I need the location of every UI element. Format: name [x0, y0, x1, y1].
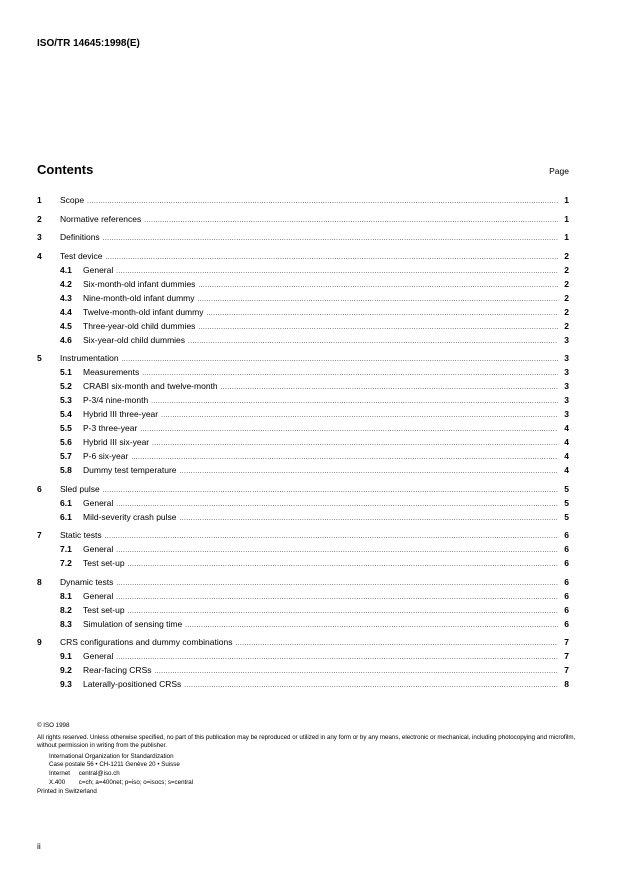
toc-title: Test set-up [83, 558, 125, 568]
toc-number: 8.2 [60, 604, 72, 615]
toc-entry [37, 528, 569, 542]
toc-subentry [37, 379, 569, 393]
toc-title: CRABI six-month and twelve-month [83, 381, 218, 391]
dot-leader [198, 281, 558, 291]
dot-leader [221, 383, 558, 393]
toc-number: 7.2 [60, 558, 72, 568]
toc-title: Nine-month-old infant dummy [83, 292, 195, 303]
x400-label: X.400 [49, 778, 66, 786]
printed-in: Printed in Switzerland [37, 788, 97, 796]
toc-page: 2 [564, 320, 569, 331]
toc-entry [37, 635, 569, 649]
dot-leader [180, 467, 558, 477]
dot-leader [128, 560, 558, 570]
toc-subentry [37, 677, 569, 691]
toc-title: Rear-facing CRSs [83, 665, 152, 675]
dot-leader [106, 253, 558, 263]
toc-section [37, 528, 569, 570]
toc-subentry [37, 449, 569, 463]
toc-number: 1 [37, 195, 42, 205]
dot-leader [180, 514, 558, 524]
toc-subentry [37, 407, 569, 421]
toc-page: 6 [564, 544, 569, 554]
toc-subentry [37, 421, 569, 435]
internet-value: central@iso.ch [78, 769, 120, 777]
dot-leader [116, 500, 558, 510]
toc-title: Definitions [60, 232, 100, 242]
toc-page: 7 [564, 651, 569, 661]
toc-title: Instrumentation [60, 353, 119, 363]
toc-number: 5.1 [60, 367, 72, 377]
toc-section [37, 193, 569, 207]
toc-entry [37, 351, 569, 365]
x400-line [37, 779, 577, 788]
toc-page: 1 [564, 213, 569, 224]
x400-value: c=ch; a=400net; p=iso; o=isocs; s=central [78, 778, 194, 786]
document-id: ISO/TR 14645:1998(E) [37, 38, 140, 49]
postal-address: Case postale 56 • CH-1211 Genève 20 • Suisse [49, 761, 180, 769]
dot-leader [103, 486, 558, 496]
toc-entry [37, 249, 569, 263]
toc-title: Six-year-old child dummies [83, 334, 186, 345]
toc-subentry [37, 277, 569, 291]
toc-title: Hybrid III six-year [83, 437, 150, 447]
toc-page: 6 [564, 590, 569, 601]
toc-number: 6.1 [60, 511, 72, 522]
toc-subentry [37, 263, 569, 277]
toc-title: General [83, 544, 114, 554]
toc-page: 3 [564, 395, 569, 405]
toc-title: Mild-severity crash pulse [83, 511, 177, 522]
toc-entry [37, 212, 569, 226]
toc-page: 8 [564, 679, 569, 689]
toc-subentry [37, 510, 569, 524]
toc-number: 6 [37, 483, 42, 494]
toc-title: Test device [60, 250, 103, 261]
toc-number: 8.1 [60, 590, 72, 601]
dot-leader [122, 355, 558, 365]
toc-page: 6 [564, 618, 569, 629]
toc-title: Dynamic tests [60, 576, 114, 587]
dot-leader [155, 667, 559, 677]
toc-subentry [37, 617, 569, 631]
toc-number: 7 [37, 530, 42, 540]
toc-number: 5.6 [60, 437, 72, 447]
toc-page: 2 [564, 306, 569, 317]
rights-statement: All rights reserved. Unless otherwise specified, no part of this publication may be reproduced or utilized in any form or by any means, electronic or mechanical, including photocopying and microfilm, without permission in writing from the publisher. [37, 733, 576, 750]
dot-leader [116, 546, 558, 556]
toc-number: 5.2 [60, 381, 72, 391]
page-number: ii [37, 841, 41, 851]
toc-page: 5 [564, 511, 569, 522]
toc-title: General [83, 497, 114, 508]
toc-page: 7 [564, 665, 569, 675]
toc-entry [37, 193, 569, 207]
toc-title: Static tests [60, 530, 102, 540]
toc-number: 8.3 [60, 618, 72, 629]
dot-leader [142, 369, 558, 379]
toc-title: Laterally-positioned CRSs [83, 679, 182, 689]
toc-subentry [37, 291, 569, 305]
toc-number: 4.1 [60, 264, 72, 275]
toc-number: 9.3 [60, 679, 72, 689]
dot-leader [206, 309, 558, 319]
toc-title: P-3/4 nine-month [83, 395, 149, 405]
dot-leader [103, 234, 558, 244]
page-column-label: Page [549, 166, 569, 176]
toc-subentry [37, 649, 569, 663]
toc-subentry [37, 663, 569, 677]
dot-leader [116, 593, 558, 603]
toc-section [37, 575, 569, 631]
toc-page: 1 [564, 232, 569, 242]
toc-page: 6 [564, 604, 569, 615]
toc-number: 5 [37, 353, 42, 363]
toc-page: 2 [564, 278, 569, 289]
toc-page: 2 [564, 250, 569, 261]
toc-title: P-6 six-year [83, 451, 129, 461]
toc-page: 3 [564, 409, 569, 419]
toc-page: 5 [564, 497, 569, 508]
dot-leader [128, 607, 558, 617]
toc-subentry [37, 556, 569, 570]
toc-page: 6 [564, 558, 569, 568]
toc-title: CRS configurations and dummy combinations [60, 637, 233, 647]
toc-number: 2 [37, 213, 42, 224]
toc-subentry [37, 319, 569, 333]
toc-number: 9.1 [60, 651, 72, 661]
dot-leader [188, 337, 558, 347]
toc-page: 4 [564, 451, 569, 461]
toc-title: Six-month-old infant dummies [83, 278, 196, 289]
toc-title: P-3 three-year [83, 423, 138, 433]
toc-subentry [37, 589, 569, 603]
toc-section [37, 230, 569, 244]
toc-number: 7.1 [60, 544, 72, 554]
toc-subentry [37, 435, 569, 449]
toc-number: 5.8 [60, 465, 72, 475]
table-of-contents [37, 193, 569, 696]
toc-subentry [37, 603, 569, 617]
toc-page: 4 [564, 423, 569, 433]
dot-leader [140, 425, 558, 435]
toc-number: 3 [37, 232, 42, 242]
toc-number: 9 [37, 637, 42, 647]
toc-title: General [83, 590, 114, 601]
toc-number: 5.4 [60, 409, 72, 419]
toc-entry [37, 575, 569, 589]
toc-title: Measurements [83, 367, 140, 377]
toc-subentry [37, 393, 569, 407]
toc-page: 5 [564, 483, 569, 494]
dot-leader [151, 397, 558, 407]
toc-section [37, 635, 569, 691]
dot-leader [185, 621, 558, 631]
toc-page: 6 [564, 576, 569, 587]
dot-leader [116, 653, 558, 663]
dot-leader [161, 411, 558, 421]
toc-number: 6.1 [60, 497, 72, 508]
dot-leader [116, 267, 558, 277]
toc-number: 4 [37, 250, 42, 261]
toc-title: General [83, 651, 114, 661]
toc-page: 3 [564, 353, 569, 363]
toc-section [37, 351, 569, 477]
copyright-line: © ISO 1998 [37, 722, 70, 729]
toc-title: Normative references [60, 213, 142, 224]
toc-entry [37, 482, 569, 496]
toc-page: 4 [564, 465, 569, 475]
dot-leader [152, 439, 558, 449]
dot-leader [116, 579, 558, 589]
toc-number: 9.2 [60, 665, 72, 675]
toc-number: 4.4 [60, 306, 72, 317]
toc-title: Dummy test temperature [83, 465, 177, 475]
toc-title: Three-year-old child dummies [83, 320, 196, 331]
toc-number: 5.5 [60, 423, 72, 433]
toc-entry [37, 230, 569, 244]
toc-page: 3 [564, 334, 569, 345]
toc-section [37, 212, 569, 226]
toc-subentry [37, 463, 569, 477]
toc-subentry [37, 365, 569, 379]
toc-title: Hybrid III three-year [83, 409, 159, 419]
toc-number: 4.2 [60, 278, 72, 289]
toc-title: Sled pulse [60, 483, 100, 494]
toc-title: Test set-up [83, 604, 125, 615]
toc-page: 7 [564, 637, 569, 647]
dot-leader [105, 532, 558, 542]
toc-subentry [37, 542, 569, 556]
toc-number: 8 [37, 576, 42, 587]
toc-number: 4.5 [60, 320, 72, 331]
toc-number: 5.7 [60, 451, 72, 461]
toc-number: 5.3 [60, 395, 72, 405]
toc-page: 4 [564, 437, 569, 447]
dot-leader [144, 216, 558, 226]
dot-leader [87, 197, 558, 207]
toc-number: 4.3 [60, 292, 72, 303]
org-name: International Organization for Standardization [49, 752, 174, 760]
internet-label: Internet [49, 769, 70, 777]
contents-title: Contents [37, 162, 94, 177]
toc-title: Simulation of sensing time [83, 618, 183, 629]
toc-subentry [37, 333, 569, 347]
toc-subentry [37, 305, 569, 319]
toc-section [37, 482, 569, 524]
toc-page: 6 [564, 530, 569, 540]
toc-section [37, 249, 569, 347]
toc-page: 3 [564, 367, 569, 377]
toc-page: 2 [564, 292, 569, 303]
dot-leader [235, 639, 558, 649]
dot-leader [198, 323, 558, 333]
toc-number: 4.6 [60, 334, 72, 345]
toc-title: General [83, 264, 114, 275]
toc-subentry [37, 496, 569, 510]
dot-leader [184, 681, 558, 691]
dot-leader [131, 453, 558, 463]
toc-title: Twelve-month-old infant dummy [83, 306, 204, 317]
toc-page: 3 [564, 381, 569, 391]
copyright-notice [37, 722, 577, 797]
toc-page: 1 [564, 195, 569, 205]
dot-leader [198, 295, 559, 305]
toc-page: 2 [564, 264, 569, 275]
toc-title: Scope [60, 195, 85, 205]
internet-line [37, 770, 577, 779]
